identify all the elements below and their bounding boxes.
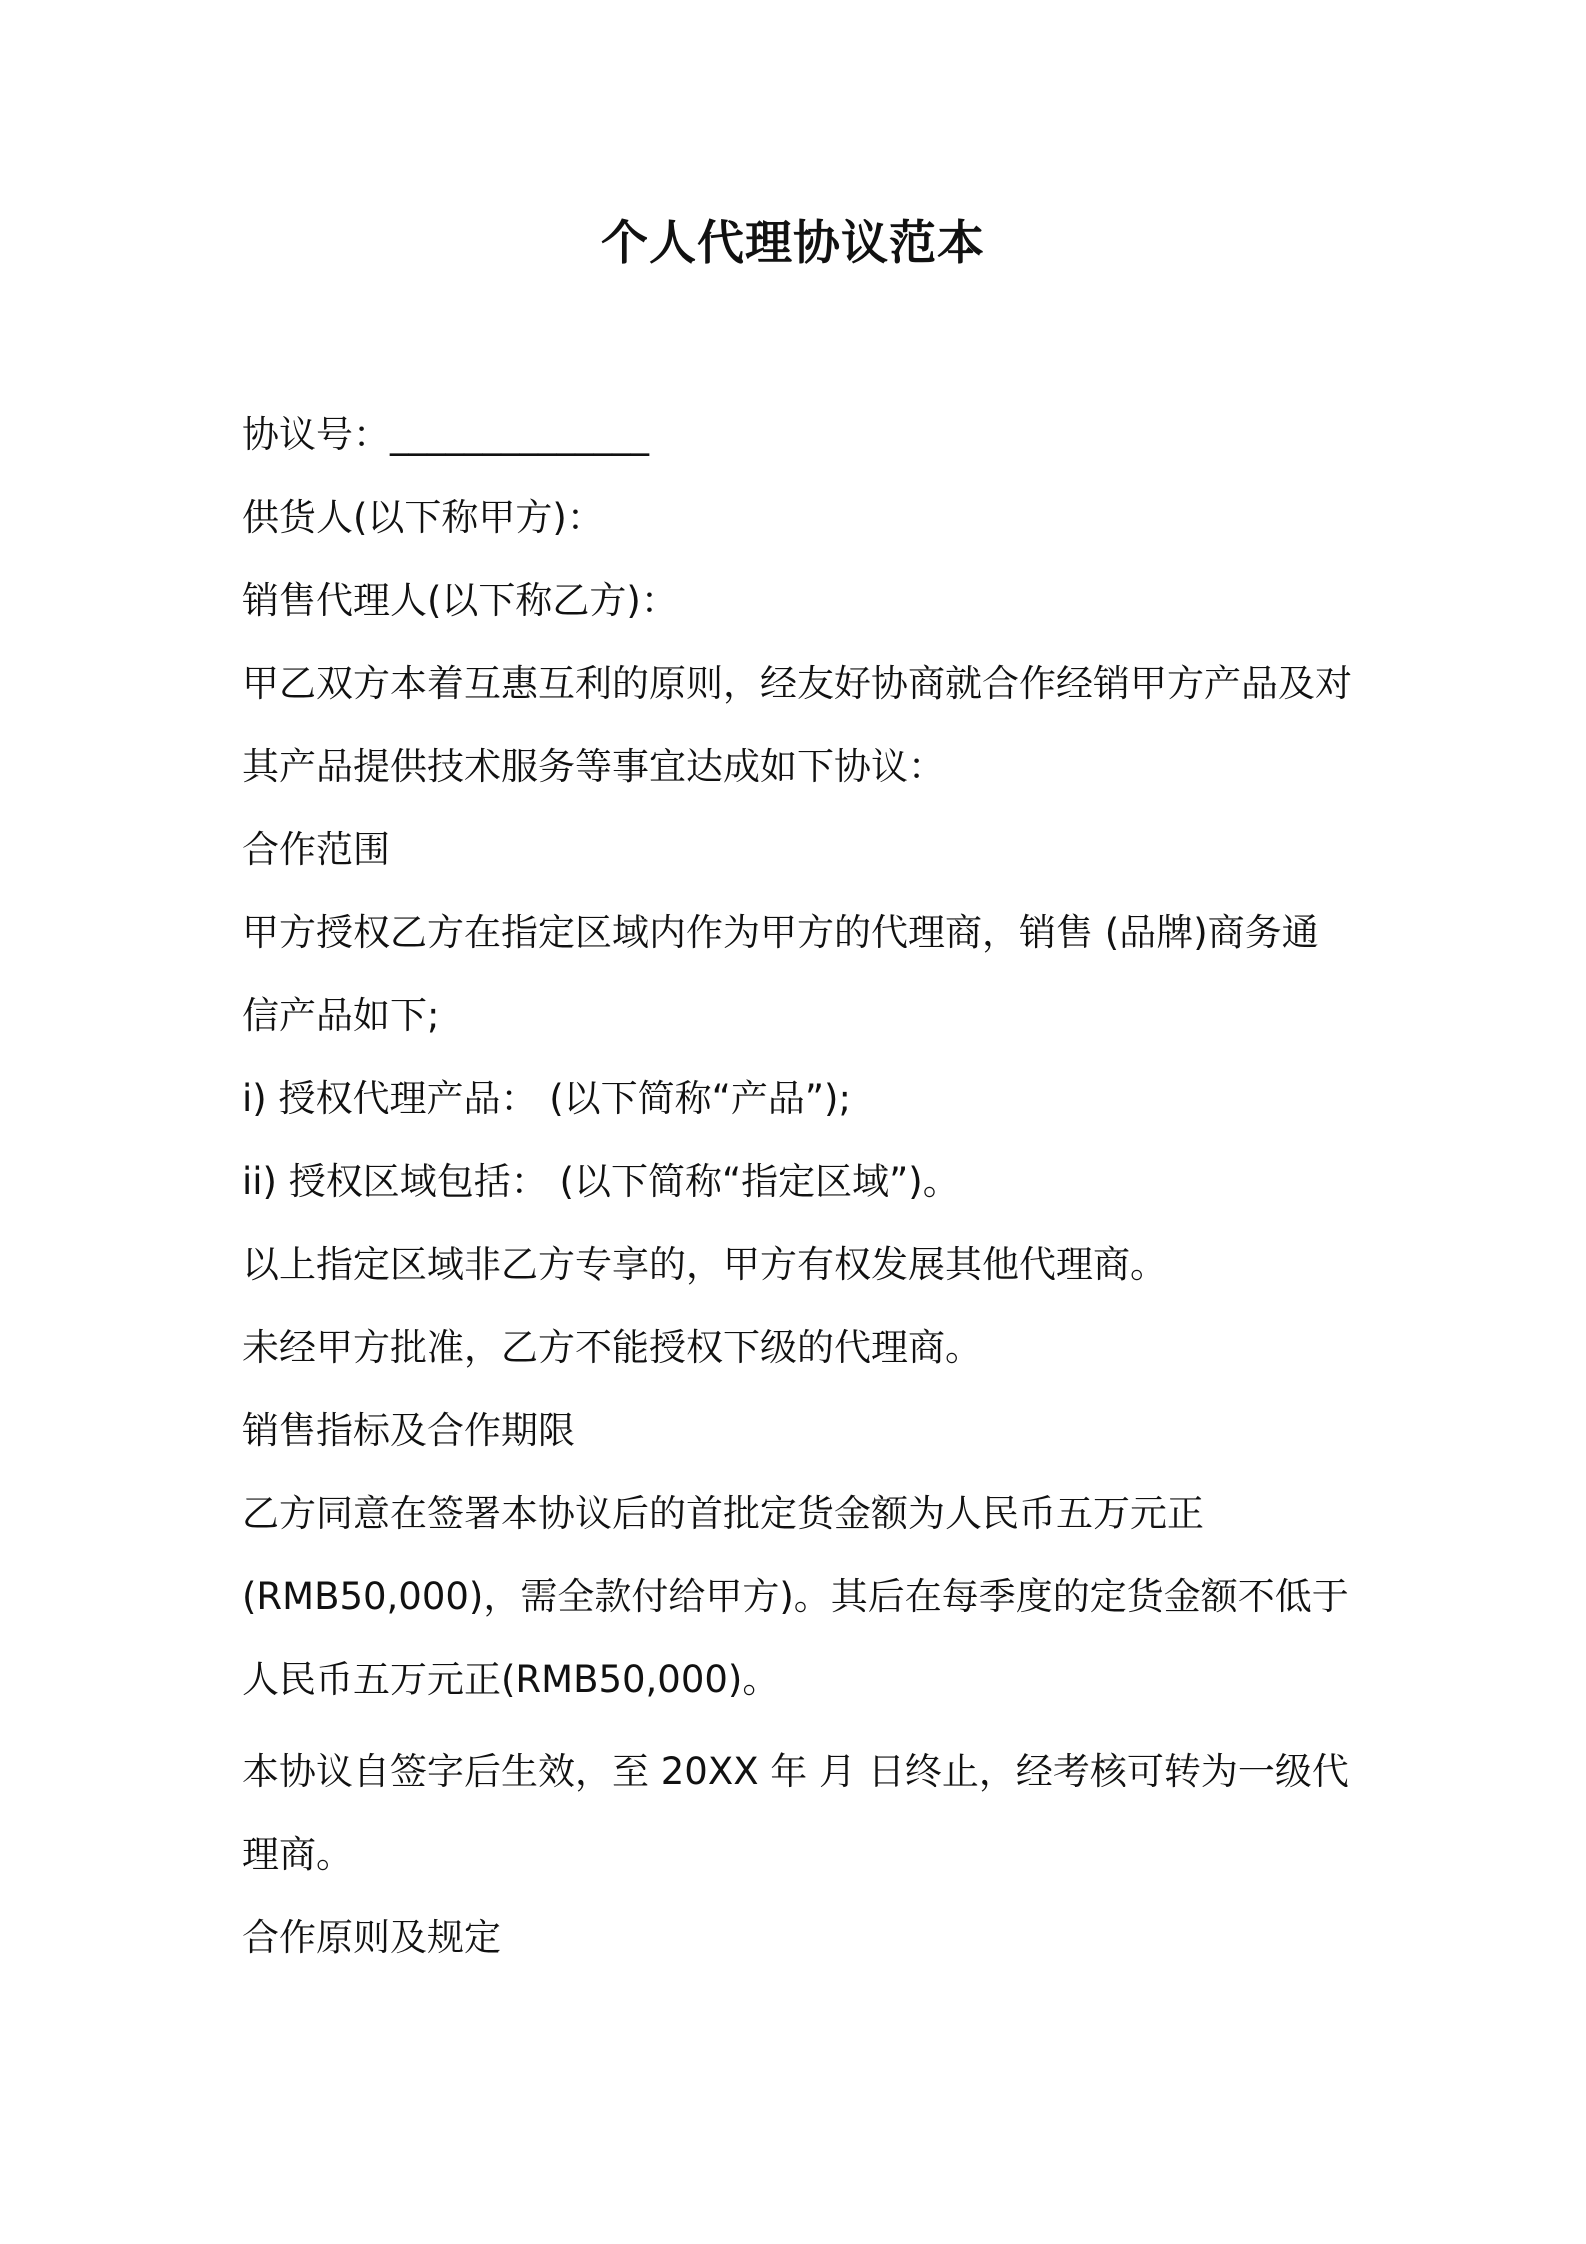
term-line-1: 本协议自签字后生效，至 20XX 年 月 日终止，经考核可转为一级代: [242, 1750, 1349, 1793]
section-heading-scope: 合作范围: [242, 828, 390, 871]
targets-line-2: (RMB50,000)，需全款付给甲方)。其后在每季度的定货金额不低于: [242, 1575, 1349, 1618]
supplier-line: 供货人(以下称甲方)：: [242, 496, 604, 539]
section-heading-targets: 销售指标及合作期限: [242, 1409, 575, 1452]
term-line-2: 理商。: [242, 1833, 353, 1876]
agent-line: 销售代理人(以下称乙方)：: [242, 579, 678, 622]
preamble-line-2: 其产品提供技术服务等事宜达成如下协议：: [242, 745, 945, 788]
preamble-line-1: 甲乙双方本着互惠互利的原则，经友好协商就合作经销甲方产品及对: [242, 662, 1352, 705]
agreement-number-line: 协议号：______________: [242, 413, 649, 456]
targets-line-1: 乙方同意在签署本协议后的首批定货金额为人民币五万元正: [242, 1492, 1204, 1535]
non-exclusive-clause: 以上指定区域非乙方专享的，甲方有权发展其他代理商。: [242, 1243, 1167, 1286]
targets-line-3: 人民币五万元正(RMB50,000)。: [242, 1658, 780, 1701]
authorized-region: ii) 授权区域包括： (以下简称“指定区域”)。: [242, 1160, 960, 1203]
document-title: 个人代理协议范本: [601, 216, 985, 271]
authorized-products: i) 授权代理产品： (以下简称“产品”);: [242, 1077, 851, 1120]
sub-agent-clause: 未经甲方批准，乙方不能授权下级的代理商。: [242, 1326, 982, 1369]
scope-line-1: 甲方授权乙方在指定区域内作为甲方的代理商，销售 (品牌)商务通: [242, 911, 1319, 954]
section-heading-principles: 合作原则及规定: [242, 1916, 501, 1959]
scope-line-2: 信产品如下;: [242, 994, 440, 1037]
